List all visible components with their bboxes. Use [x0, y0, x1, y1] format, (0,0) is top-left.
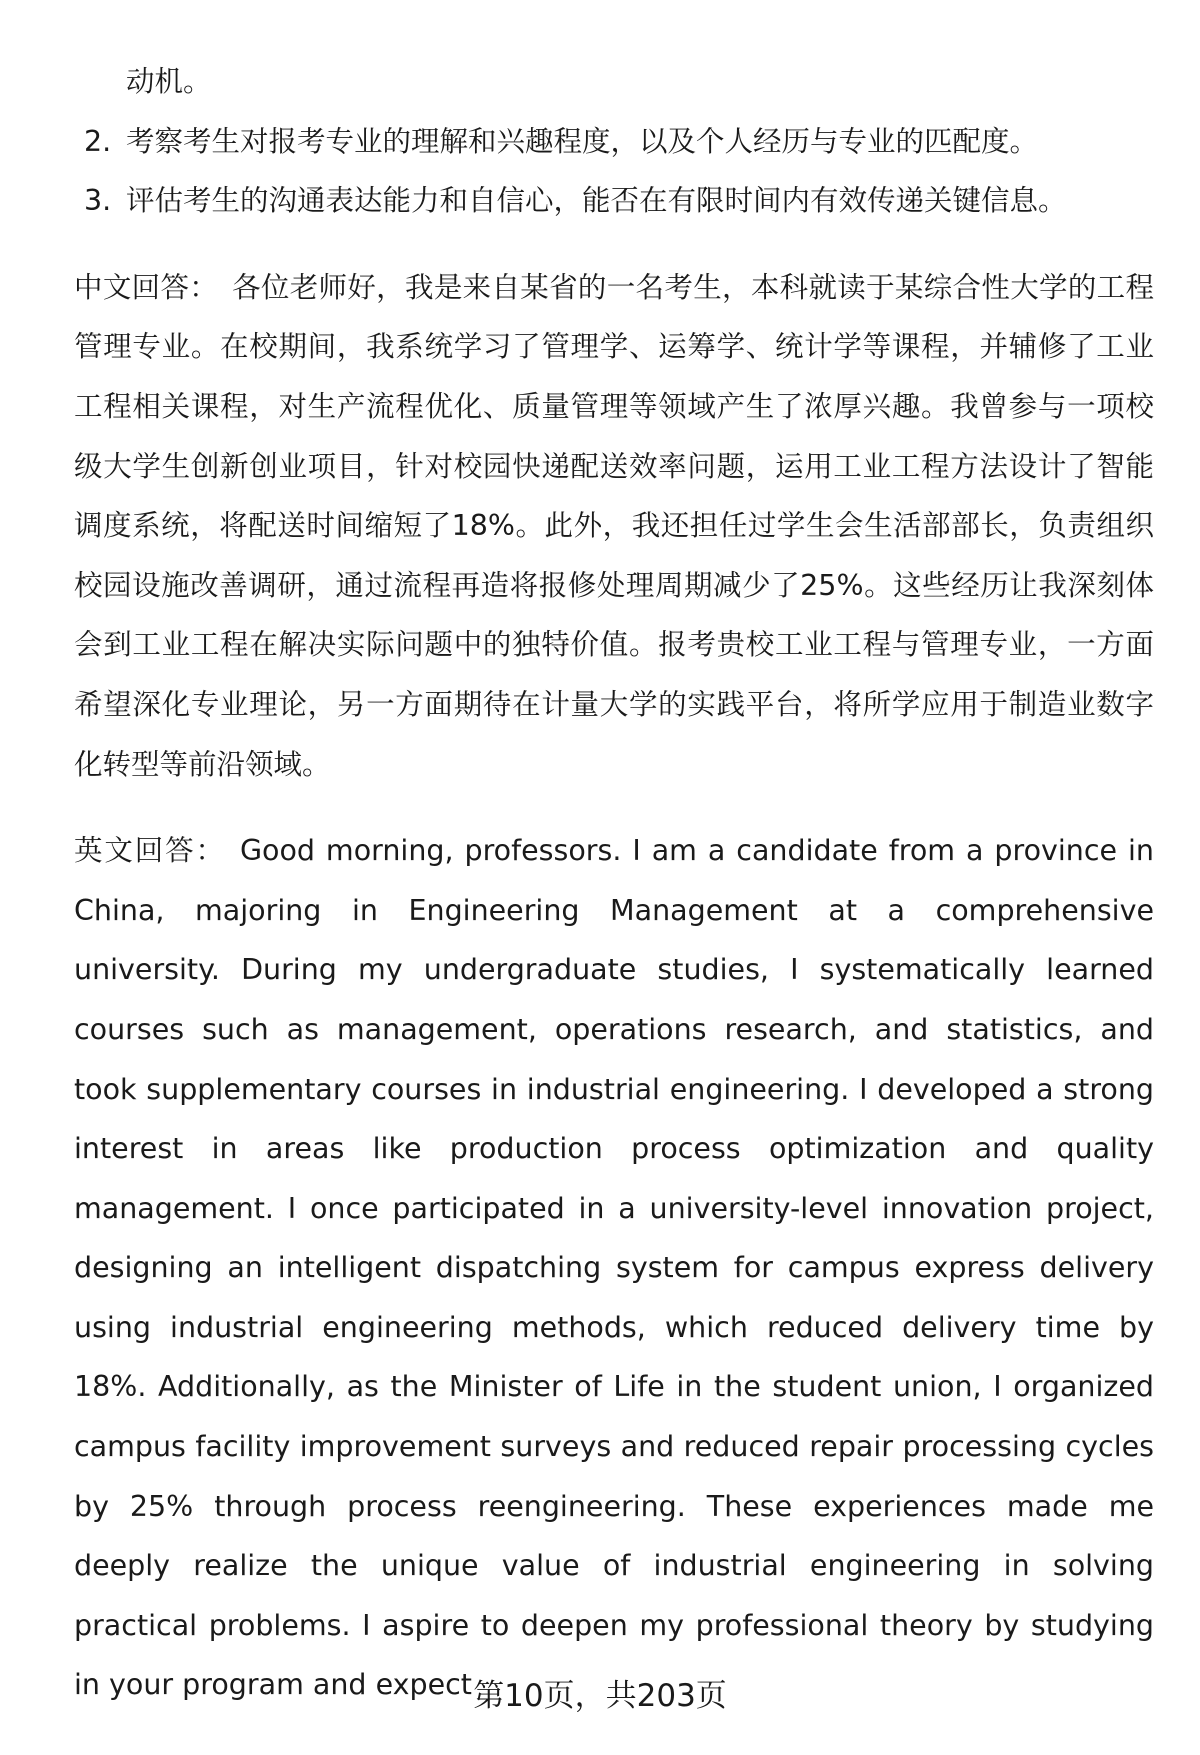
list-item-2: [74, 112, 1154, 172]
chinese-answer-text: 各位老师好，我是来自某省的一名考生，本科就读于某综合性大学的工程管理专业。在校期间，我系统学习了管理学、运筹学、统计学等课程，并辅修了工业工程相关课程，对生产流程优化、质量管理等领域产生了浓厚兴趣。我曾参与一项校级大学生创新创业项目，针对校园快递配送效率问题，运用工业工程方法设计了智能调度系统，将配送时间缩短了18%。此外，我还担任过学生会生活部部长，负责组织校园设施改善调研，通过流程再造将报修处理周期减少了25%。这些经历让我深刻体会到工业工程在解决实际问题中的独特价值。报考贵校工业工程与管理专业，一方面希望深化专业理论，另一方面期待在计量大学的实践平台，将所学应用于制造业数字化转型等前沿领域。: [74, 270, 1154, 781]
list-item-text: 评估考生的沟通表达能力和自信心，能否在有限时间内有效传递关键信息。: [126, 184, 1067, 218]
english-answer-paragraph: [74, 821, 1154, 1715]
page-content: [74, 52, 1154, 1715]
english-answer-label: 英文回答：: [74, 834, 226, 868]
page-number-label: 第10页，共203页: [473, 1678, 727, 1714]
page-footer: [0, 1670, 1200, 1715]
list-item-3: [74, 171, 1154, 231]
list-item-number: 2.: [84, 124, 112, 158]
list-item-continuation: 动机。: [126, 65, 212, 98]
english-answer-text: Good morning, professors. I am a candidate from a province in China, majoring in Engineering Management at a comprehensive university. During my undergraduate studies, I systematically learned courses such as management, operations research, and statistics, and took supplementary courses in industrial engineering. I developed a strong interest in areas like production process optimization and quality management. I once participated in a university-level innovation project, designing an intelligent dispatching system for campus express delivery using industrial engineering methods, which reduced delivery time by 18%. Additionally, as the Minister of Life in the student union, I organized campus facility improvement surveys and reduced repair processing cycles by 25% through process reengineering. These experiences made me deeply realize the unique value of industrial engineering in solving practical problems. I aspire to deepen my professional theory by studying in your program and expect: [74, 834, 1154, 1702]
list-item-number: 3.: [84, 184, 112, 218]
chinese-answer-paragraph: [74, 258, 1154, 794]
chinese-answer-label: 中文回答：: [74, 270, 219, 304]
list-item-text: 考察考生对报考专业的理解和兴趣程度，以及个人经历与专业的匹配度。: [126, 124, 1039, 158]
